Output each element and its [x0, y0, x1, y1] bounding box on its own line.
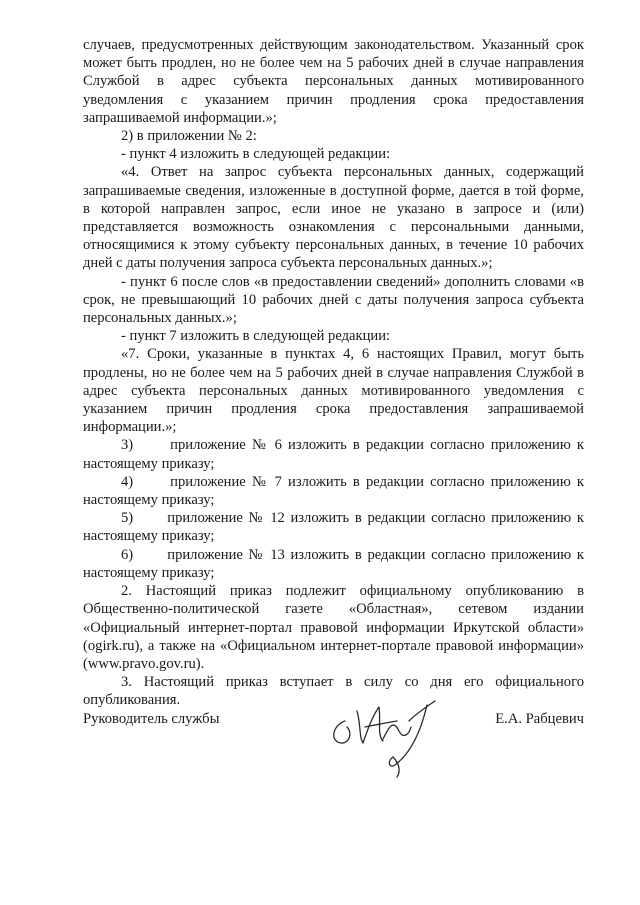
paragraph: 5) приложение № 12 изложить в редакции согласно приложению к настоящему приказу;: [83, 510, 584, 545]
paragraph: - пункт 7 изложить в следующей редакции:: [121, 328, 391, 345]
paragraph: 2) в приложении № 2:: [121, 128, 257, 145]
paragraph: - пункт 6 после слов «в предоставлении сведений» дополнить словами «в срок, не превышающий 10 рабочих дней с даты получения запроса субъекта персональных данных.»;: [83, 273, 584, 327]
paragraph: 3. Настоящий приказ вступает в силу со дня его официального опубликования.: [83, 674, 584, 709]
signature-block: [83, 705, 584, 795]
paragraph: 3) приложение № 6 изложить в редакции согласно приложению к настоящему приказу;: [83, 437, 584, 472]
paragraph: 4) приложение № 7 изложить в редакции согласно приложению к настоящему приказу;: [83, 473, 584, 509]
paragraph: - пункт 4 изложить в следующей редакции:: [121, 146, 391, 163]
handwritten-signature: [323, 691, 453, 786]
paragraph: случаев, предусмотренных действующим законодательством. Указанный срок может быть продлен, но не более чем на 5 рабочих дней в случае направления Службой в адрес субъекта персональных данных мотивированного уведомления с указанием причин продления срока предоставления запрашиваемой информации.»;: [83, 37, 584, 126]
paragraph: «4. Ответ на запрос субъекта персональных данных, содержащий запрашиваемые сведения, изложенные в доступной форме, дается в той форме, в которой направлен запрос, если иное не указано в запросе и (или) представляется возможность ознакомления с персональными данными, относящимися к этому субъекту персональных данных, в течение 10 рабочих дней с даты получения запроса субъекта персональных данных.»;: [83, 164, 584, 272]
signatory-name: Е.А. Рабцевич: [495, 711, 584, 727]
paragraph: 6) приложение № 13 изложить в редакции согласно приложению к настоящему приказу;: [83, 546, 584, 581]
signatory-title: Руководитель службы: [83, 711, 220, 727]
document-body: [83, 36, 584, 710]
paragraph: 2. Настоящий приказ подлежит официальному опубликованию в Общественно-политической газете «Областная», сетевом издании «Официальный интернет-портал правовой информации Иркутской области» (ogirk.ru), а также на «Официальном интернет-портале правовой информации» (www.pravo.gov.ru).: [83, 583, 584, 672]
paragraph: «7. Сроки, указанные в пунктах 4, 6 настоящих Правил, могут быть продлены, но не более чем на 5 рабочих дней в случае направления Службой в адрес субъекта персональных данных мотивированного уведомления с указанием причин продления срока предоставления запрашиваемой информации.»;: [83, 346, 584, 436]
